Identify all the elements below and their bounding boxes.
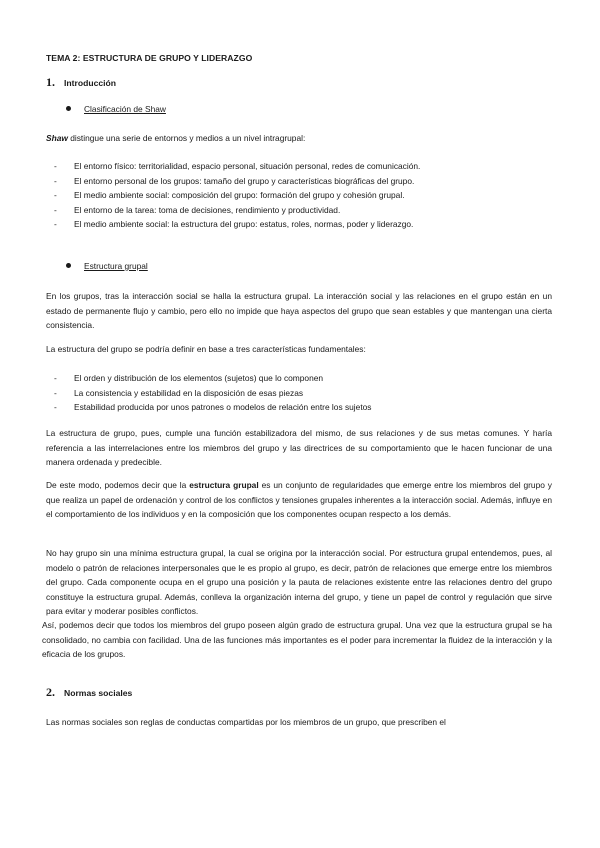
list-item: - La consistencia y estabilidad en la disposición de esas piezas: [54, 386, 372, 401]
bullet-icon: [66, 263, 71, 268]
dash-icon: -: [54, 161, 57, 171]
dash-icon: -: [54, 219, 57, 230]
list-item: - El medio ambiente social: la estructura del grupo: estatus, roles, normas, poder y liderazgo.: [54, 217, 420, 232]
shaw-name: Shaw: [46, 133, 68, 143]
list-item: - El entorno físico: territorialidad, espacio personal, situación personal, redes de comunicación.: [54, 159, 420, 174]
paragraph-estructura-5: No hay grupo sin una mínima estructura grupal, la cual se origina por la interacción social. Por estructura grupal entendemos, pues, al modelo o patrón de relaciones interpersonales que le es propio al grupo, es decir, patrón de relaciones que emerge entre los miembros del grupo. Cada componente ocupa en el grupo una posición y la pauta de relaciones existente entre las relaciones dentro del grupo constituye la estructura grupal. Además, conlleva la organización interna del grupo, y tiene un papel de control y regulación que sirve para evitar y moderar posibles conflictos.: [46, 548, 552, 617]
list-item: - El entorno de la tarea: toma de decisiones, rendimiento y productividad.: [54, 203, 420, 218]
features-list: [54, 371, 372, 415]
dash-icon: -: [54, 373, 57, 383]
bold-term: estructura grupal: [189, 480, 259, 490]
shaw-list: [54, 159, 420, 232]
section-number: 2.: [46, 685, 55, 699]
dash-icon: -: [54, 175, 57, 186]
document-title: TEMA 2: ESTRUCTURA DE GRUPO Y LIDERAZGO: [46, 53, 253, 63]
shaw-lead-text: distingue una serie de entornos y medios a un nivel intragrupal:: [67, 133, 306, 143]
list-item: - El orden y distribución de los elementos (sujetos) que lo componen: [54, 371, 372, 386]
list-item: - El entorno personal de los grupos: tamaño del grupo y características biográficas del grupo.: [54, 174, 420, 189]
paragraph-estructura-2: La estructura del grupo se podría definir en base a tres características fundamentales:: [46, 344, 366, 354]
paragraph-estructura-1: En los grupos, tras la interacción social se halla la estructura grupal. La interacción social y las relaciones en el grupo están en un estado de permanente flujo y cambio, pero ello no impide que haya aspectos del grupo que sean estables y que mantengan una cierta consistencia.: [46, 291, 552, 331]
section-heading-normas-sociales: [46, 685, 132, 700]
list-item: - El medio ambiente social: composición del grupo: formación del grupo y cohesión grupal.: [54, 188, 420, 203]
section-title: Normas sociales: [64, 688, 133, 698]
paragraph-estructura-4: De este modo, podemos decir que la estructura grupal es un conjunto de regularidades que emerge entre los miembros del grupo y que realiza un papel de ordenación y control de los conflictos y tensiones grupales inherentes a la interacción social. Además, influye en el comportamiento de los individuos y en la composición que los componentes ocupan respecto a los demás.: [46, 480, 552, 520]
section-heading-introduccion: [46, 75, 116, 90]
paragraph-normas-1: Las normas sociales son reglas de conductas compartidas por los miembros de un grupo, que prescriben el: [46, 717, 446, 727]
shaw-lead-paragraph: [46, 131, 552, 146]
dash-icon: -: [54, 190, 57, 201]
subsection-label: Estructura grupal: [84, 261, 148, 271]
subsection-estructura-grupal: [66, 261, 148, 271]
subsection-label: Clasificación de Shaw: [84, 104, 166, 114]
dash-icon: -: [54, 204, 57, 215]
dash-icon: -: [54, 402, 57, 413]
section-number: 1.: [46, 75, 55, 89]
list-item: - Estabilidad producida por unos patrones o modelos de relación entre los sujetos: [54, 400, 372, 415]
subsection-clasificacion-shaw: [66, 104, 166, 114]
paragraph-estructura-6: Así, podemos decir que todos los miembros del grupo poseen algún grado de estructura grupal. Una vez que la estructura grupal se ha consolidado, no cambia con facilidad. Una de las funciones más importantes es el poder para incrementar la fluidez de la interacción y la eficacia de los grupos.: [42, 620, 552, 660]
paragraph-estructura-3: La estructura de grupo, pues, cumple una función estabilizadora del mismo, de sus relaciones y de sus metas comunes. Y haría referencia a las interrelaciones entre los miembros del grupo y las directrices de su comportamiento que le hacen funcionar de una manera ordenada y predecible.: [46, 428, 552, 468]
section-title: Introducción: [64, 78, 117, 88]
dash-icon: -: [54, 387, 57, 398]
bullet-icon: [66, 106, 71, 111]
